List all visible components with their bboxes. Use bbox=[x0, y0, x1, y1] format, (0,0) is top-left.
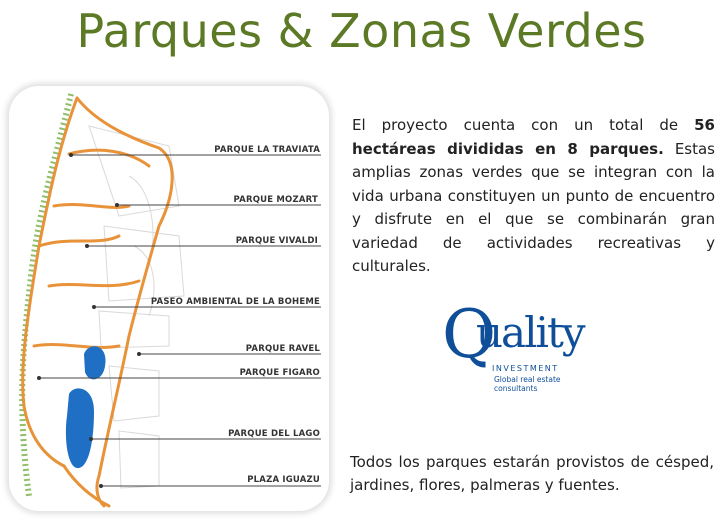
lake-lower bbox=[66, 388, 94, 468]
lake-upper bbox=[84, 346, 106, 379]
label-boheme: PASEO AMBIENTAL DE LA BOHEME bbox=[150, 297, 320, 307]
description-highlight: 56 hectáreas divididas en 8 parques. bbox=[352, 116, 715, 158]
logo-q: Q bbox=[442, 296, 497, 373]
park-map-illustration bbox=[9, 86, 329, 511]
description-paragraph bbox=[352, 114, 715, 279]
label-lago: PARQUE DEL LAGO bbox=[228, 429, 320, 439]
label-iguazu: PLAZA IGUAZU bbox=[247, 475, 320, 485]
footer-text: Todos los parques estarán provistos de césped, jardines, flores, palmeras y fuentes. bbox=[350, 453, 714, 494]
label-ravel: PARQUE RAVEL bbox=[245, 344, 320, 354]
logo-word: uality bbox=[476, 308, 584, 357]
label-figaro: PARQUE FIGARO bbox=[239, 368, 320, 378]
label-mozart: PARQUE MOZART bbox=[233, 195, 318, 205]
page-title: Parques & Zonas Verdes bbox=[76, 4, 647, 58]
green-strip bbox=[22, 94, 71, 496]
park-map bbox=[9, 86, 329, 511]
park-route bbox=[23, 98, 173, 506]
logo-sub: INVESTMENT bbox=[492, 364, 559, 373]
logo-tagline: Global real estate consultants bbox=[494, 375, 561, 393]
label-vivaldi: PARQUE VIVALDI bbox=[235, 236, 318, 246]
description-intro: El proyecto cuenta con un total de bbox=[352, 116, 695, 134]
quality-investment-logo bbox=[440, 296, 590, 394]
label-traviata: PARQUE LA TRAVIATA bbox=[214, 145, 320, 155]
description-rest: Estas amplias zonas verdes que se integran con la vida urbana constituyen un punto de encuentro y disfrute en el que se combinarán gran variedad de actividades recreativas y culturales. bbox=[352, 139, 715, 275]
